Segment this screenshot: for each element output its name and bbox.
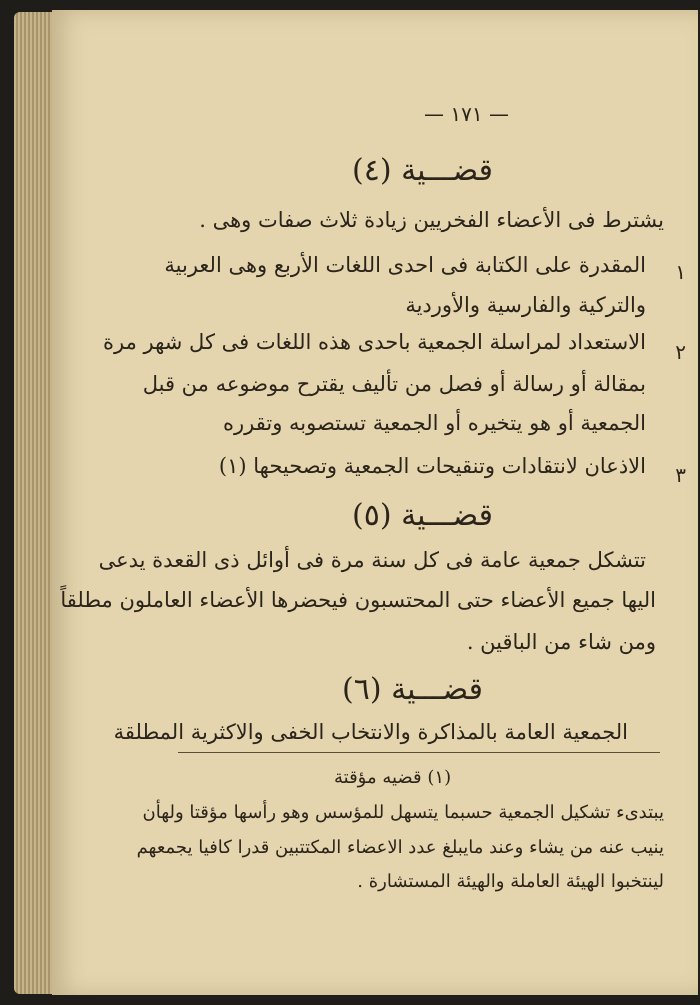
section6-line1: الجمعية العامة بالمذاكرة والانتخاب الخفى والاكثرية المطلقة [113,720,628,744]
book-page [52,10,698,995]
footnote-line3: لينتخبوا الهيئة العاملة والهيئة المستشارة . [357,871,664,892]
section4-item1-number: ١ [675,260,686,284]
section4-item3-line1: الاذعان لانتقادات وتنقيحات الجمعية وتصحيحها (١) [218,454,646,478]
page-number: — ١٧١ — [424,102,509,126]
footnote-title: (١) قضيه مؤقتة [334,767,452,788]
section4-item2-line3: الجمعية أو هو يتخيره أو الجمعية تستصوبه وتقرره [223,411,646,435]
section5-line1: تتشكل جمعية عامة فى كل سنة مرة فى أوائل ذى القعدة يدعى [98,548,646,572]
section4-item3-number: ٣ [675,463,686,487]
footnote-separator [178,752,660,753]
section6-heading: قضـــية (٦) [342,672,483,707]
section4-heading: قضـــية (٤) [352,153,493,188]
footnote-line2: ينيب عنه من يشاء وعند مايبلغ عدد الاعضاء المكتتبين قدرا كافيا يجمعهم [136,837,664,858]
section5-line2: اليها جميع الأعضاء حتى المحتسبون فيحضرها الأعضاء العاملون مطلقاً [60,588,656,612]
section4-item1-line2: والتركية والفارسية والأوردية [405,293,646,317]
section4-item1-line1: المقدرة على الكتابة فى احدى اللغات الأربع وهى العربية [164,253,646,277]
footnote-line1: يبتدىء تشكيل الجمعية حسبما يتسهل للمؤسس وهو رأسها مؤقتا ولهأن [142,802,664,823]
section4-intro: يشترط فى الأعضاء الفخريين زيادة ثلاث صفات وهى . [199,208,664,232]
section5-heading: قضـــية (٥) [352,498,493,533]
section4-item2-line1: الاستعداد لمراسلة الجمعية باحدى هذه اللغات فى كل شهر مرة [103,330,646,354]
section4-item2-line2: بمقالة أو رسالة أو فصل من تأليف يقترح موضوعه من قبل [142,372,646,396]
section4-item2-number: ٢ [675,340,686,364]
section5-line3: ومن شاء من الباقين . [466,630,656,654]
